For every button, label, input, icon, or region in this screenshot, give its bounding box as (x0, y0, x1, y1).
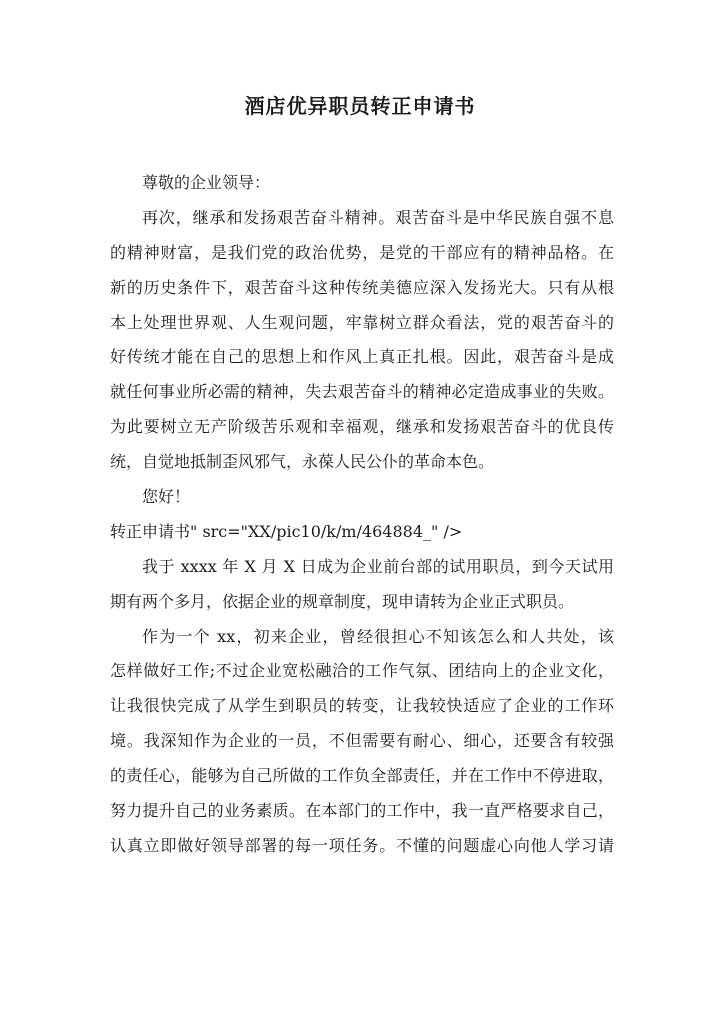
text-line: 新的历史条件下，艰苦奋斗这种传统美德应深入发扬光大。只有从根 (110, 277, 614, 297)
text-line: 让我很快完成了从学生到职员的转变，让我较快适应了企业的工作环 (110, 696, 614, 716)
paragraph-work (110, 620, 614, 864)
hello-paragraph (110, 480, 614, 515)
text-line: 作为一个 xx，初来企业，曾经很担心不知该怎么和人共处，该 (142, 626, 614, 646)
text-line: 为此要树立无产阶级苦乐观和幸福观，继承和发扬艰苦奋斗的优良传 (110, 417, 614, 437)
paragraph-perseverance (110, 201, 614, 480)
hello-line: 您好！ (142, 487, 191, 507)
text-line: 本上处理世界观、人生观问题，牢靠树立群众看法，党的艰苦奋斗的 (110, 312, 614, 332)
document-body (110, 166, 614, 864)
text-line: 努力提升自己的业务素质。在本部门的工作中，我一直严格要求自己， (110, 801, 614, 821)
stray-code-paragraph (110, 515, 614, 550)
paragraph-probation (110, 550, 614, 620)
text-line: 我于 xxxx 年 X 月 X 日成为企业前台部的试用职员，到今天试用 (142, 556, 614, 576)
text-line: 境。我深知作为企业的一员，不但需要有耐心、细心，还要含有较强 (110, 731, 614, 751)
text-line: 就任何事业所必需的精神，失去艰苦奋斗的精神必定造成事业的失败。 (110, 382, 614, 402)
document-title: 酒店优异职员转正申请书 (244, 94, 476, 118)
text-line: 认真立即做好领导部署的每一项任务。不懂的问题虚心向他人学习请 (110, 835, 614, 855)
text-line: 期有两个多月，依据企业的规章制度，现申请转为企业正式职员。 (110, 591, 575, 611)
text-line: 的责任心，能够为自己所做的工作负全部责任，并在工作中不停进取， (110, 766, 614, 786)
code-text: 转正申请书" src="XX/pic10/k/m/464884_" /> (110, 521, 463, 541)
text-line: 统，自觉地抵制歪风邪气，永葆人民公仆的革命本色。 (110, 452, 495, 472)
text-line: 的精神财富，是我们党的政治优势，是党的干部应有的精神品格。在 (110, 242, 614, 262)
greeting-line: 尊敬的企业领导： (142, 173, 271, 192)
stray-code-line (110, 515, 614, 550)
text-line: 怎样做好工作;不过企业宽松融洽的工作气氛、团结向上的企业文化， (110, 661, 614, 681)
text-line: 好传统才能在自己的思想上和作风上真正扎根。因此，艰苦奋斗是成 (110, 347, 614, 367)
text-line: 再次，继承和发扬艰苦奋斗精神。艰苦奋斗是中华民族自强不息 (142, 207, 614, 227)
greeting-paragraph (110, 166, 614, 201)
